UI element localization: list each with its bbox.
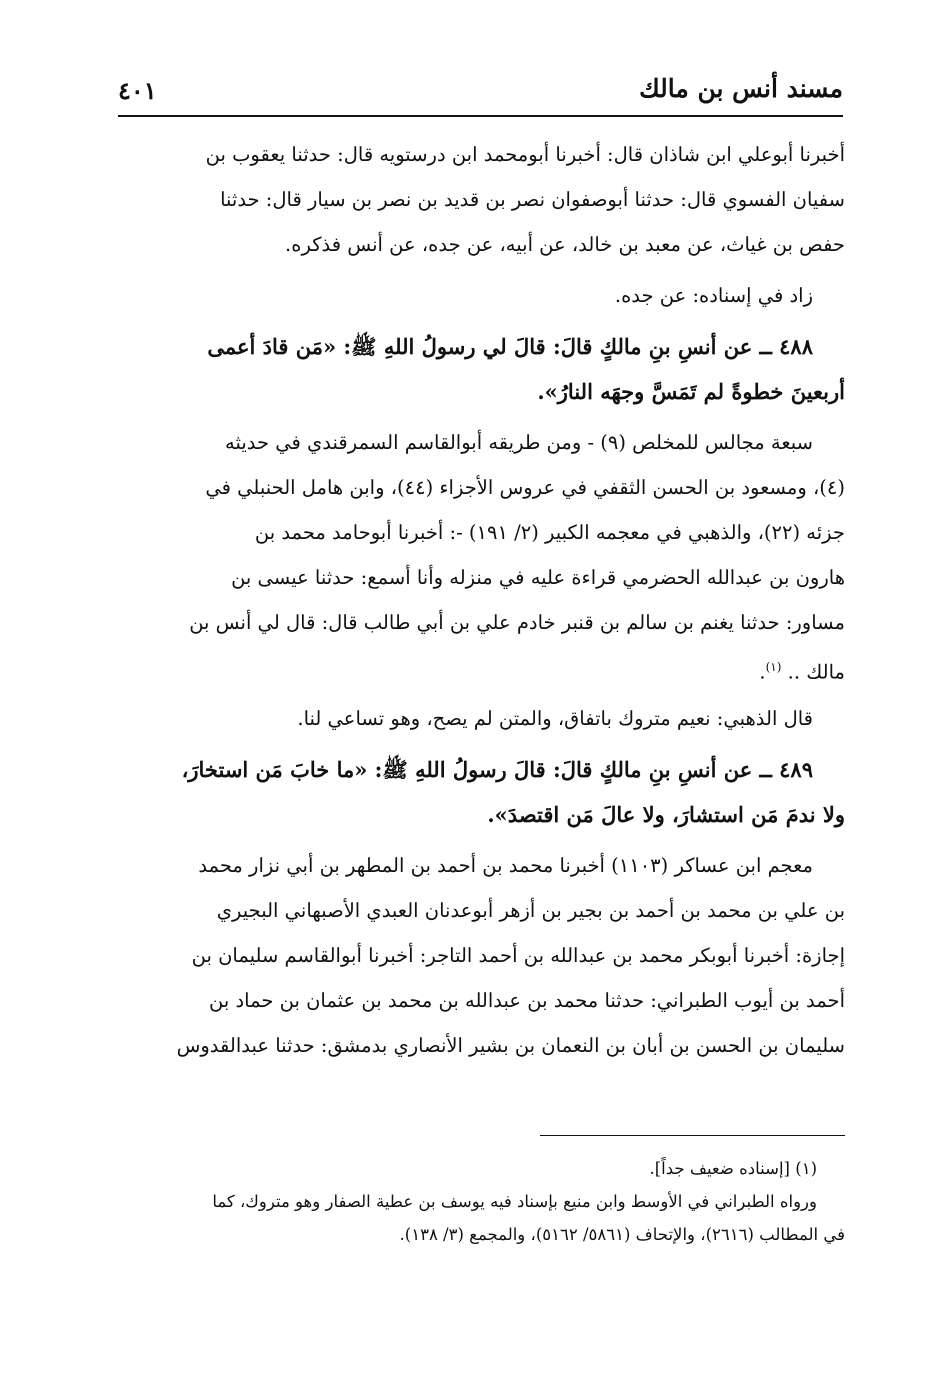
hadith-488-line: ٤٨٨ ــ عن أنسِ بنِ مالكٍ قالَ: قالَ لي رسولُ اللهِ ﷺ: «مَن قادَ أعمى — [207, 334, 813, 359]
text-fragment: مالك .. — [781, 660, 845, 684]
header-divider — [118, 115, 843, 117]
footnote-line: في المطالب (٢٦١٦)، والإتحاف (٥٨٦١/ ٥١٦٢)، والمجمع (٣/ ١٣٨). — [399, 1225, 845, 1244]
text-line: معجم ابن عساكر (١١٠٣) أخبرنا محمد بن أحمد بن المطهر بن أبي نزار محمد — [198, 854, 813, 877]
text-line: إجازة: أخبرنا أبوبكر محمد بن عبدالله بن أحمد التاجر: أخبرنا أبوالقاسم سليمان بن — [191, 944, 845, 967]
text-line: أخبرنا أبوعلي ابن شاذان قال: أخبرنا أبومحمد ابن درستويه قال: حدثنا يعقوب بن — [205, 143, 845, 166]
text-line: سليمان بن الحسن بن أبان بن النعمان بن بشير الأنصاري بدمشق: حدثنا عبدالقدوس — [176, 1034, 845, 1057]
page-header — [118, 70, 843, 110]
hadith-488-line: أربعينَ خطوةً لم تَمَسَّ وجهَه النارُ». — [537, 379, 845, 404]
text-line: حفص بن غياث، عن معبد بن خالد، عن أبيه، عن جده، عن أنس فذكره. — [285, 233, 845, 256]
text-line: سبعة مجالس للمخلص (٩) - ومن طريقه أبوالقاسم السمرقندي في حديثه — [225, 431, 813, 454]
text-line: مساور: حدثنا يغنم بن سالم بن قنبر خادم علي بن أبي طالب قال: قال لي أنس بن — [189, 611, 845, 634]
hadith-489-line: ٤٨٩ ــ عن أنسِ بنِ مالكٍ قالَ: قالَ رسولُ اللهِ ﷺ: «ما خابَ مَن استخارَ، — [181, 757, 813, 782]
period: . — [759, 660, 766, 684]
text-line: زاد في إسناده: عن جده. — [614, 284, 813, 307]
footnote-divider — [540, 1135, 845, 1136]
text-line: بن علي بن محمد بن أحمد بن بجير بن أزهر أبوعدنان العبدي الأصبهاني البجيري — [216, 899, 845, 922]
footnote-line: ورواه الطبراني في الأوسط وابن منيع بإسناد فيه يوسف بن عطية الصفار وهو متروك، كما — [212, 1192, 817, 1211]
text-line: أحمد بن أيوب الطبراني: حدثنا محمد بن عبدالله بن محمد بن عثمان بن حماد بن — [209, 989, 845, 1012]
text-line-with-footnote — [112, 645, 845, 690]
text-line: (٤)، ومسعود بن الحسن الثقفي في عروس الأجزاء (٤٤)، وابن هامل الحنبلي في — [205, 476, 845, 499]
footnote-line: (١) [إسناده ضعيف جداً]. — [649, 1159, 817, 1178]
text-line: قال الذهبي: نعيم متروك باتفاق، والمتن لم يصح، وهو تساعي لنا. — [297, 707, 813, 730]
hadith-489-line: ولا ندمَ مَن استشارَ، ولا عالَ مَن اقتصدَ». — [487, 802, 845, 827]
main-text — [112, 132, 845, 1068]
footnote-marker: (١) — [765, 660, 782, 674]
text-line: سفيان الفسوي قال: حدثنا أبوصفوان نصر بن قديد بن نصر بن سيار قال: حدثنا — [220, 188, 845, 211]
footnotes — [112, 1152, 845, 1251]
text-line: هارون بن عبدالله الحضرمي قراءة عليه في منزله وأنا أسمع: حدثنا عيسى بن — [231, 566, 845, 589]
text-line: جزئه (٢٢)، والذهبي في معجمه الكبير (٢/ ١٩١) -: أخبرنا أبوحامد محمد بن — [254, 521, 845, 544]
running-title: مسند أنس بن مالك — [639, 74, 843, 103]
page-number: ٤٠١ — [118, 76, 157, 105]
